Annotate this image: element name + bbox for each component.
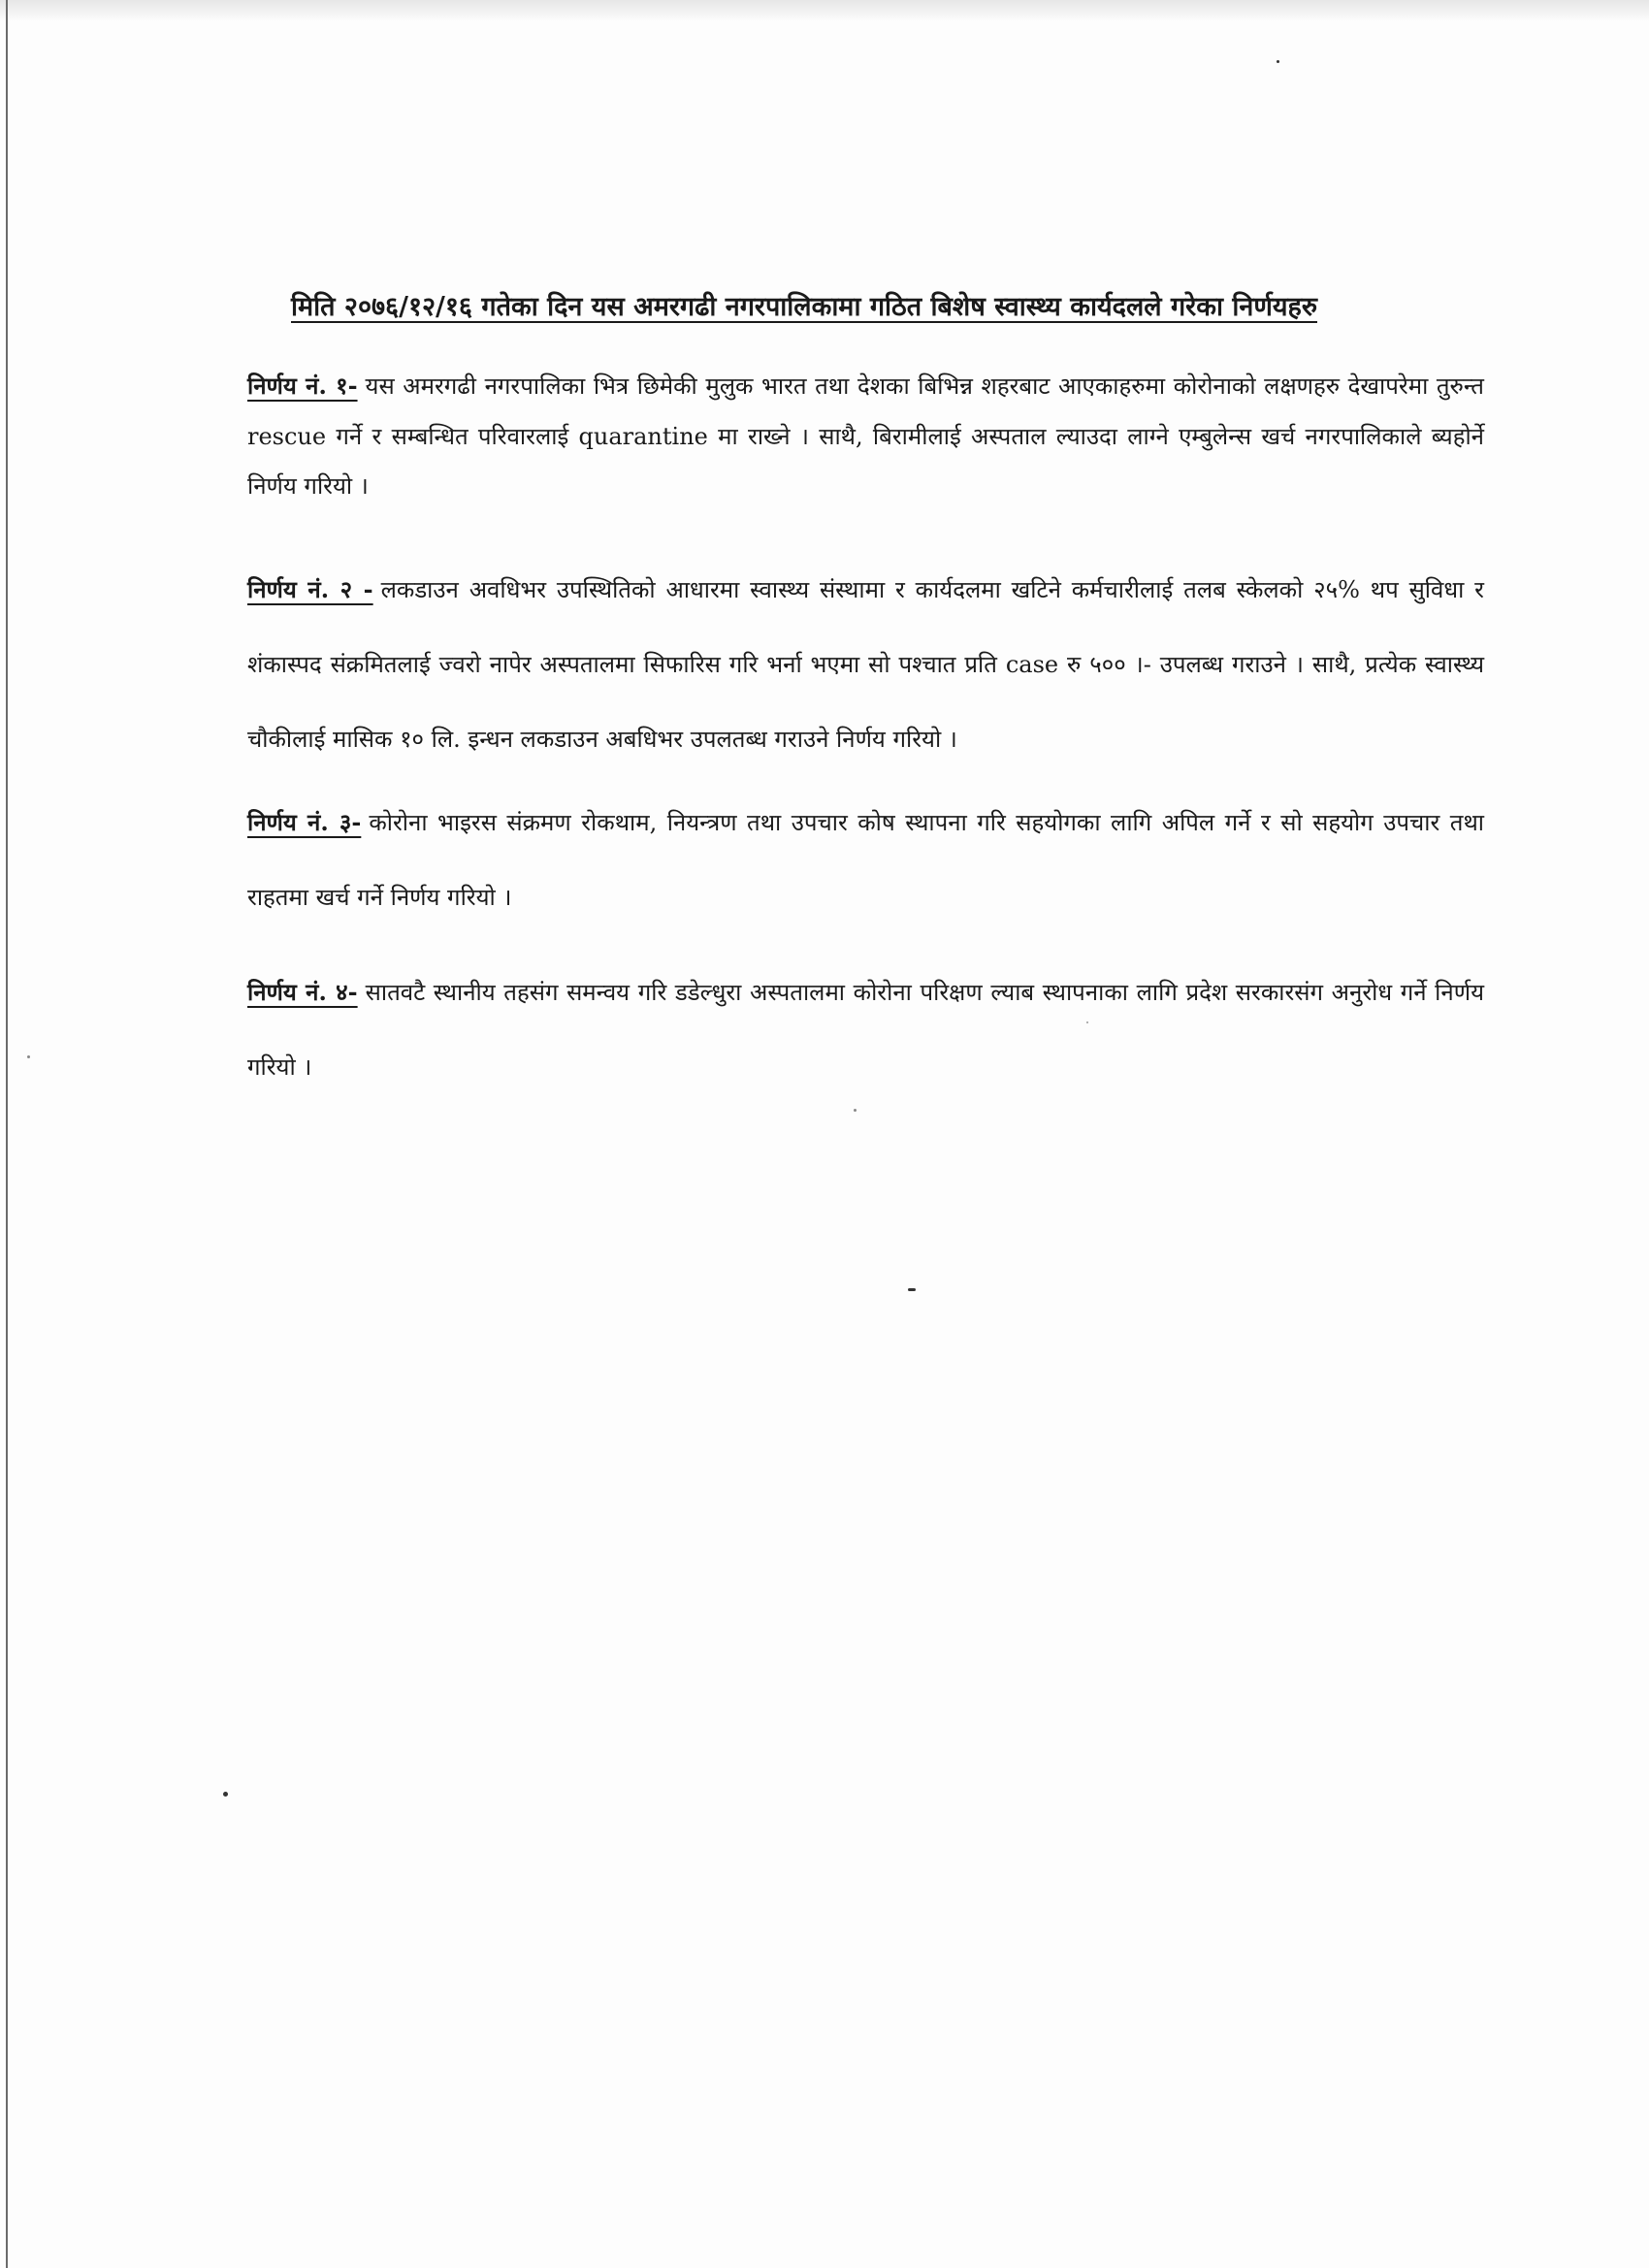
decision-paragraph (247, 956, 1484, 1105)
scan-speck (854, 1109, 857, 1112)
decision-paragraph (247, 786, 1484, 935)
scan-edge-left (6, 0, 8, 2268)
decision-number: निर्णय नं. १- (247, 372, 358, 400)
scan-shadow-top (0, 0, 1649, 21)
decision-number: निर्णय नं. ३- (247, 808, 362, 836)
scan-speck (27, 1055, 30, 1058)
decision-text: लकडाउन अवधिभर उपस्थितिको आधारमा स्वास्थ्य संस्थामा र कार्यदलमा खटिने कर्मचारीलाई तलब स्केलको २५% थप सुविधा र शंकास्पद संक्रमितलाई ज्वरो नापेर अस्पतालमा सिफारिस गरि भर्ना भएमा सो पश्चात प्रति case रु ५०० ।- उपलब्ध गराउने । साथै, प्रत्येक स्वास्थ्य चौकीलाई मासिक १० लि. इन्धन लकडाउन अबधिभर उपलतब्ध गराउने निर्णय गरियो । (247, 576, 1484, 753)
scan-speck (223, 1792, 228, 1797)
scan-speck (908, 1288, 916, 1291)
decision-text: कोरोना भाइरस संक्रमण रोकथाम, नियन्त्रण तथा उपचार कोष स्थापना गरि सहयोगका लागि अपिल गर्ने र सो सहयोग उपचार तथा राहतमा खर्च गर्ने निर्णय गरियो । (247, 809, 1485, 911)
decision-paragraph (247, 553, 1484, 776)
page-title: मिति २०७६/१२/१६ गतेका दिन यस अमरगढी नगरपालिकामा गठित बिशेष स्वास्थ्य कार्यदलले गरेका निर्णयहरु (291, 292, 1317, 322)
decision-text: सातवटै स्थानीय तहसंग समन्वय गरि डडेल्धुरा अस्पतालमा कोरोना परिक्षण ल्याब स्थापनाका लागि प्रदेश सरकारसंग अनुरोध गर्ने निर्णय गरियो । (247, 979, 1484, 1081)
scan-speck (1277, 60, 1279, 63)
decision-number: निर्णय नं. ४- (247, 978, 358, 1006)
decision-paragraph (247, 361, 1484, 512)
decision-number: निर्णय नं. २ - (247, 575, 373, 603)
decision-text: यस अमरगढी नगरपालिका भित्र छिमेकी मुलुक भारत तथा देशका बिभिन्न शहरबाट आएकाहरुमा कोरोनाको लक्षणहरु देखापरेमा तुरुन्त rescue गर्ने र सम्बन्धित परिवारलाई quarantine मा राख्ने । साथै, बिरामीलाई अस्पताल ल्याउदा लाग्ने एम्बुलेन्स खर्च नगरपालिकाले ब्यहोर्ने निर्णय गरियो । (247, 373, 1484, 501)
